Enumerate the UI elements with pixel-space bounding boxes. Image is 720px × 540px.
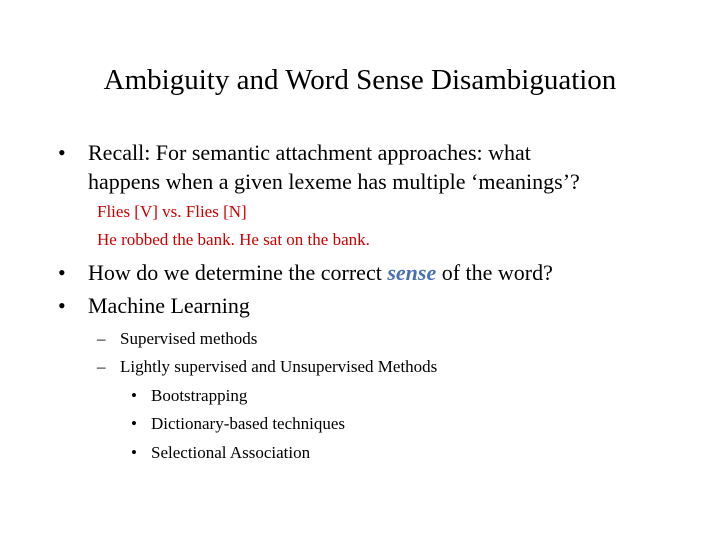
bullet-icon: •: [131, 443, 137, 462]
bullet-text: Recall: For semantic attachment approaches: what: [88, 140, 531, 165]
bullet-icon: •: [131, 414, 137, 433]
bullet-icon: •: [131, 386, 137, 405]
example-flies: Flies [V] vs. Flies [N]: [97, 202, 247, 221]
sub-item-text: Supervised methods: [120, 329, 258, 348]
slide-title: Ambiguity and Word Sense Disambiguation: [103, 64, 617, 96]
bullet-text: Machine Learning: [88, 293, 250, 318]
bullet-icon: •: [58, 140, 66, 165]
example-bank: He robbed the bank. He sat on the bank.: [97, 230, 370, 249]
subsub-item-text: Dictionary-based techniques: [151, 414, 346, 433]
bullet-text: [88, 258, 553, 287]
bullet-icon: •: [58, 260, 66, 285]
bullet-text: happens when a given lexeme has multiple ‘meanings’?: [88, 169, 580, 194]
dash-icon: –: [97, 357, 106, 376]
bullet-icon: •: [58, 293, 66, 318]
dash-icon: –: [97, 329, 106, 348]
subsub-item-text: Bootstrapping: [151, 386, 248, 405]
bullet-text-after: of the word?: [436, 260, 553, 285]
bullet-text-before: How do we determine the correct: [88, 260, 388, 285]
sub-item-text: Lightly supervised and Unsupervised Methods: [120, 357, 438, 376]
emphasis-sense: sense: [387, 260, 437, 285]
subsub-item-text: Selectional Association: [151, 443, 311, 462]
